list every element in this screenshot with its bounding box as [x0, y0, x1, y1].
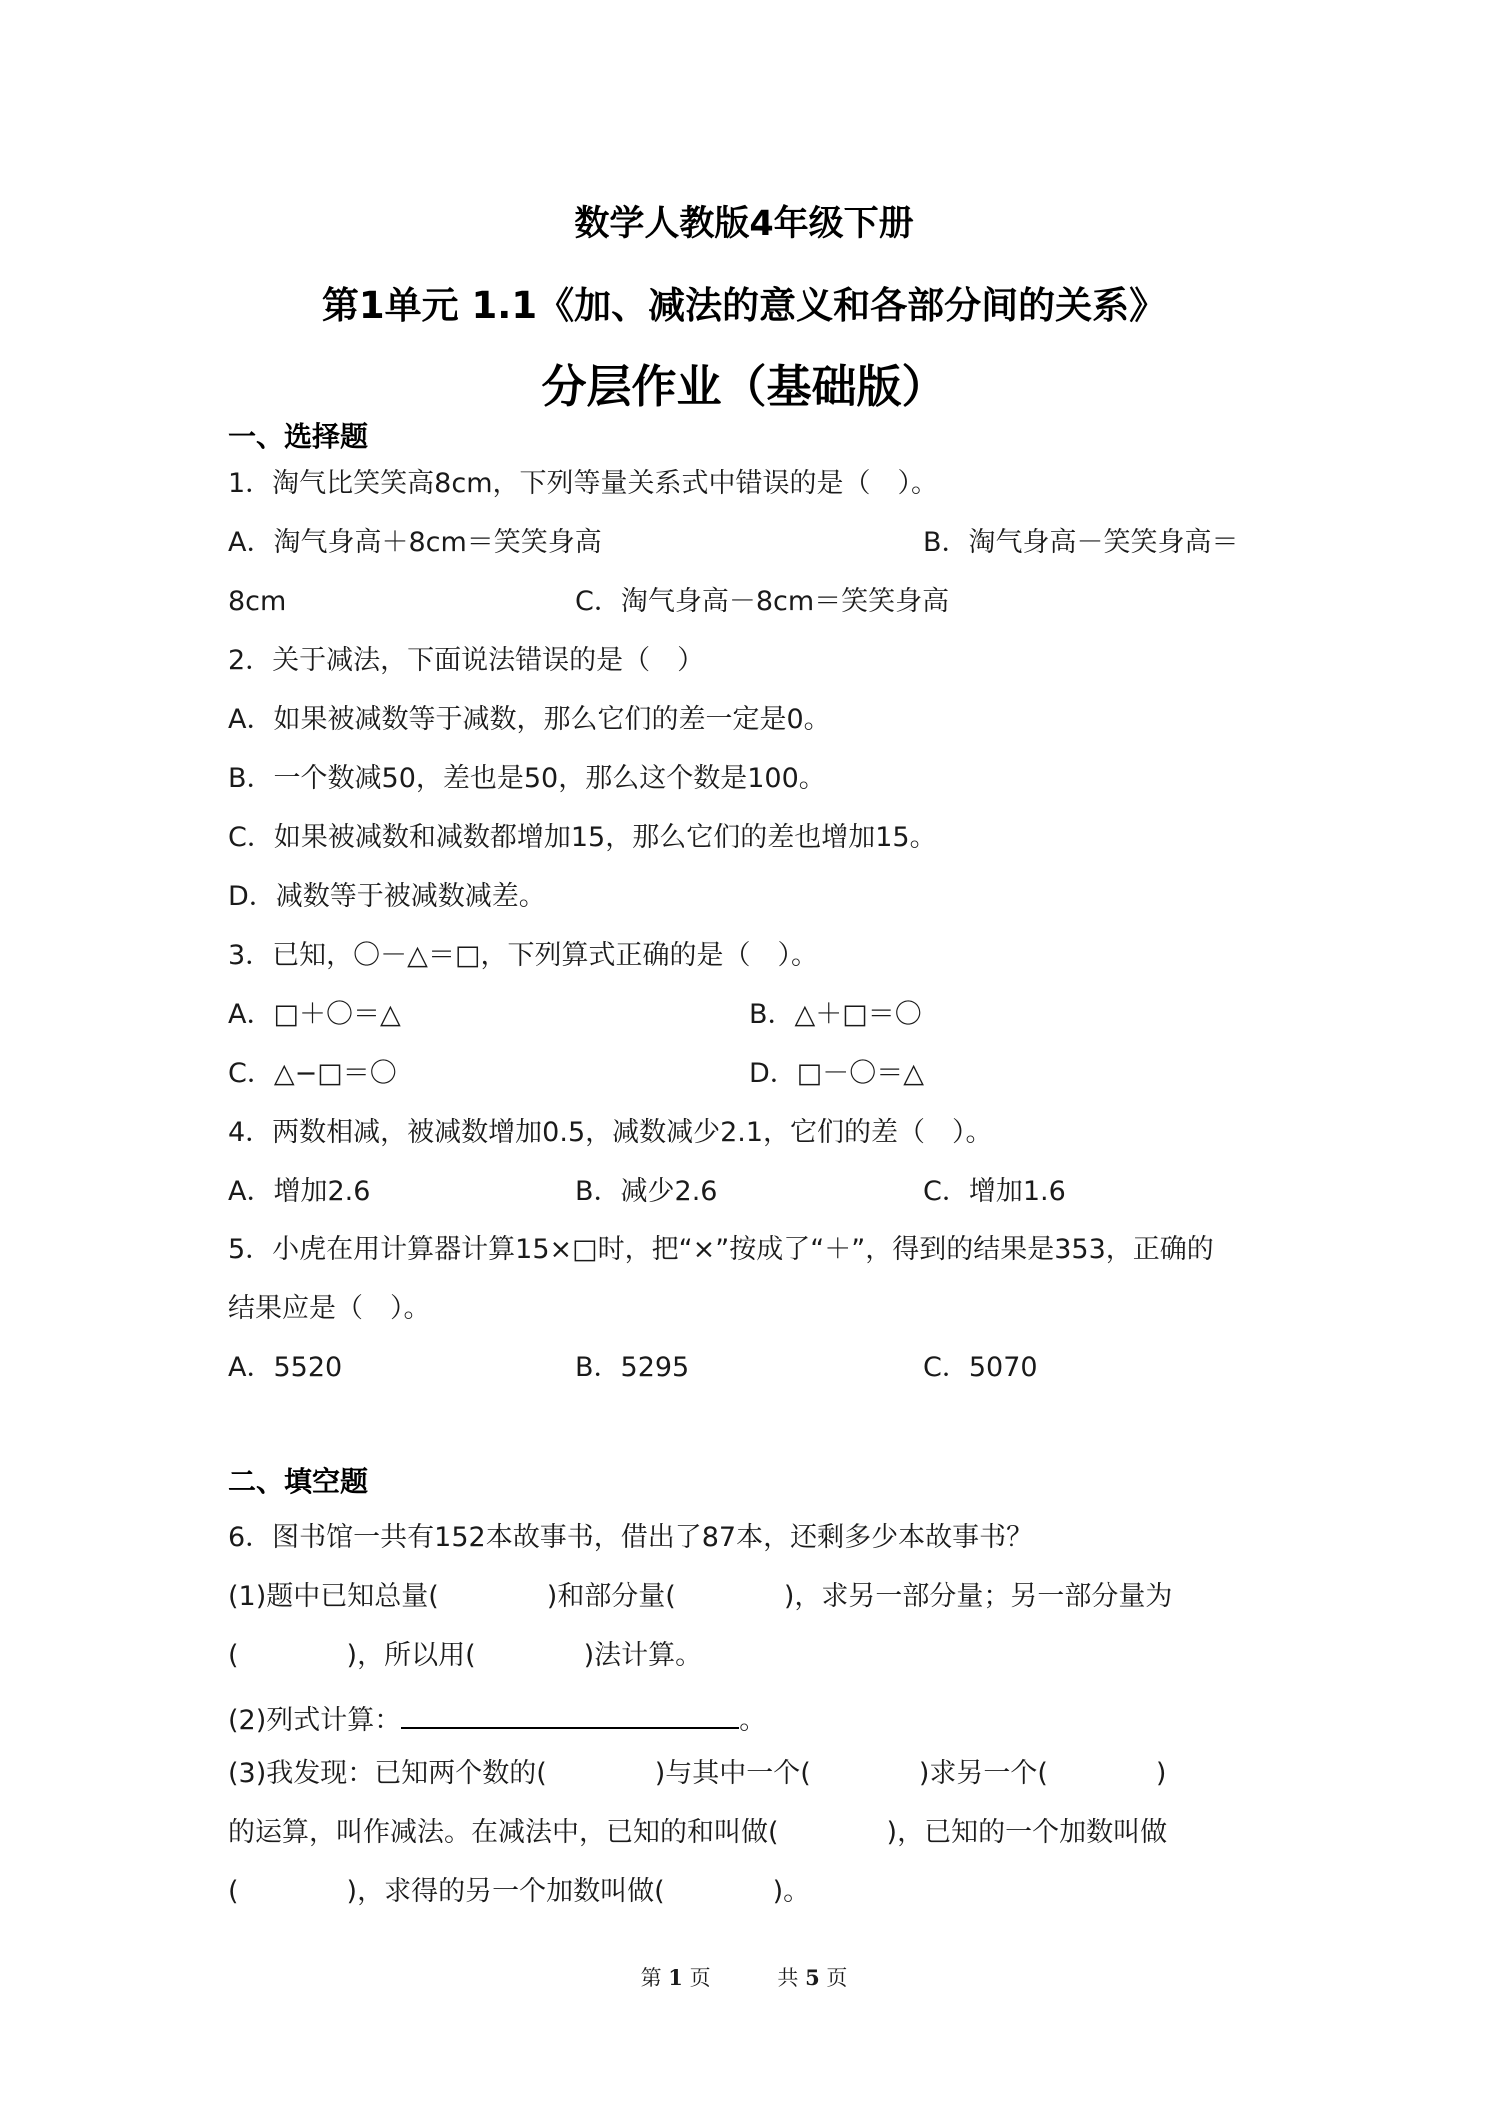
question-6-stem: 6．图书馆一共有152本故事书，借出了87本，还剩多少本故事书？	[228, 1522, 1034, 1553]
question-4-option-b: B．减少2.6	[575, 1176, 718, 1207]
question-3-stem: 3．已知，〇－△＝□，下列算式正确的是（ ）。	[228, 940, 818, 971]
question-5-option-b: B．5295	[575, 1352, 690, 1383]
question-6-part-2	[228, 1697, 766, 1739]
question-3-option-d: D．□－〇＝△	[749, 1058, 925, 1089]
footer-page-suffix: 页	[689, 1966, 711, 1990]
question-3-option-a: A．□＋〇＝△	[228, 999, 401, 1030]
question-1-option-b-cont: 8cm	[228, 586, 287, 617]
page-footer	[0, 1962, 1488, 1992]
question-4-option-c: C．增加1.6	[923, 1176, 1066, 1207]
question-6-part-3-line-1: (3)我发现：已知两个数的( )与其中一个( )求另一个( )	[228, 1758, 1167, 1789]
question-6-part-2-end: 。	[739, 1705, 767, 1736]
section-heading-choice: 一、选择题	[228, 420, 369, 453]
question-5-option-c: C．5070	[923, 1352, 1038, 1383]
question-5-stem-cont: 结果应是（ ）。	[228, 1293, 431, 1324]
question-4-stem: 4．两数相减，被减数增加0.5，减数减少2.1，它们的差（ ）。	[228, 1117, 993, 1148]
footer-page-prefix: 第	[640, 1966, 662, 1990]
question-6-part-3-line-2: 的运算，叫作减法。在减法中，已知的和叫做( )，已知的一个加数叫做	[228, 1817, 1168, 1848]
question-2-option-b: B．一个数减50，差也是50，那么这个数是100。	[228, 763, 826, 794]
title-grade: 数学人教版4年级下册	[574, 204, 914, 244]
footer-total-prefix: 共	[777, 1966, 799, 1990]
footer-total-number: 5	[805, 1965, 820, 1990]
question-6-part-1-line-2: ( )，所以用( )法计算。	[228, 1640, 703, 1671]
title-version: 分层作业（基础版）	[541, 360, 947, 413]
question-5-option-a: A．5520	[228, 1352, 343, 1383]
question-1-stem: 1．淘气比笑笑高8cm，下列等量关系式中错误的是（ ）。	[228, 468, 939, 499]
question-6-part-1-line-1: (1)题中已知总量( )和部分量( )，求另一部分量；另一部分量为	[228, 1581, 1173, 1612]
footer-total-suffix: 页	[826, 1966, 848, 1990]
question-2-option-a: A．如果被减数等于减数，那么它们的差一定是0。	[228, 704, 831, 735]
question-1-option-c: C．淘气身高－8cm＝笑笑身高	[575, 586, 950, 617]
question-2-option-d: D．减数等于被减数减差。	[228, 881, 546, 912]
answer-blank-line[interactable]	[401, 1697, 739, 1729]
question-5-stem: 5．小虎在用计算器计算15×□时，把“×”按成了“＋”，得到的结果是353，正确的	[228, 1234, 1214, 1265]
question-2-stem: 2．关于减法，下面说法错误的是（ ）	[228, 645, 705, 676]
question-3-option-c: C．△−□＝〇	[228, 1058, 397, 1089]
section-heading-fill: 二、填空题	[228, 1465, 369, 1498]
question-1-option-b: B．淘气身高－笑笑身高＝	[923, 527, 1239, 558]
question-1-option-a: A．淘气身高＋8cm＝笑笑身高	[228, 527, 602, 558]
question-3-option-b: B．△＋□＝〇	[749, 999, 922, 1030]
question-6-part-2-label: (2)列式计算：	[228, 1705, 402, 1736]
title-unit: 第1单元 1.1《加、减法的意义和各部分间的关系》	[321, 284, 1167, 327]
question-6-part-3-line-3: ( )，求得的另一个加数叫做( )。	[228, 1876, 811, 1907]
footer-page-number: 1	[668, 1965, 683, 1990]
question-2-option-c: C．如果被减数和减数都增加15，那么它们的差也增加15。	[228, 822, 937, 853]
question-4-option-a: A．增加2.6	[228, 1176, 371, 1207]
